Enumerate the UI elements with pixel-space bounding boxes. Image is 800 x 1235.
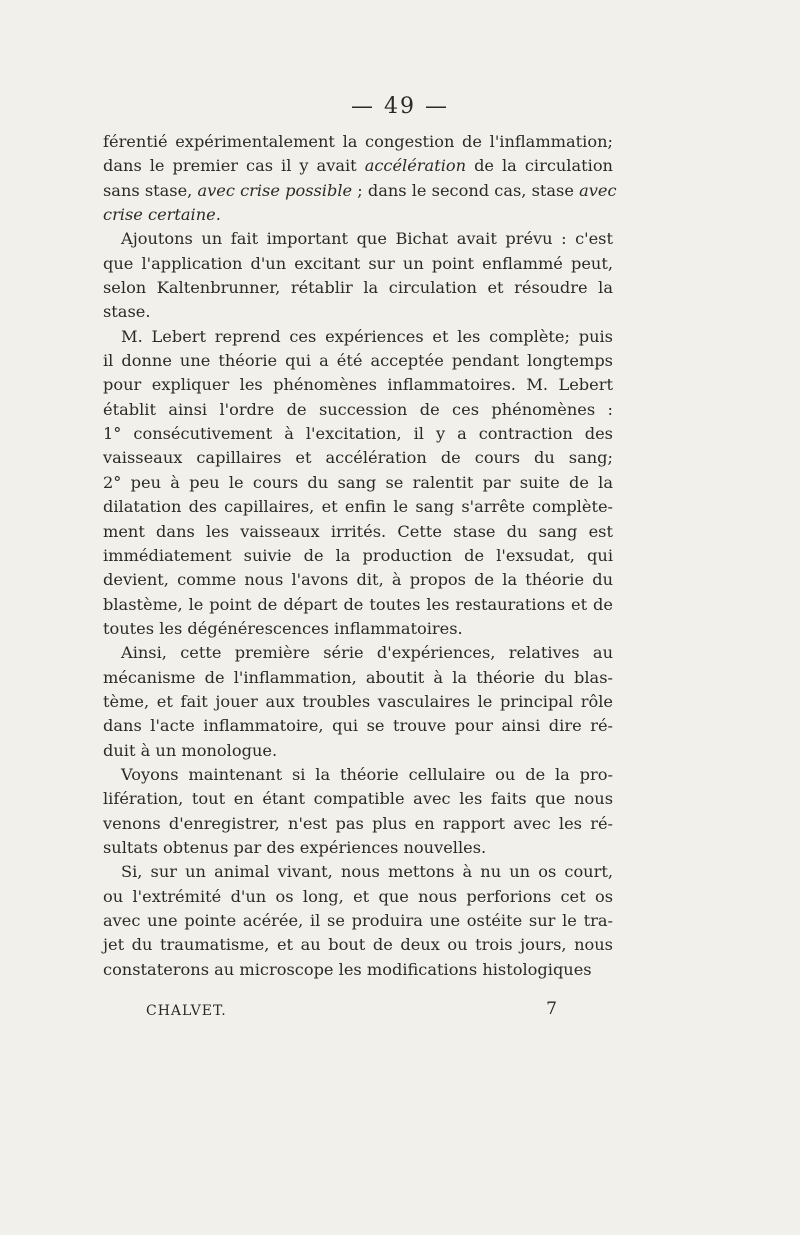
- text-run: 2° peu à peu le cours du sang se ralentit par suite de la: [103, 472, 613, 492]
- sheet-number: 7: [546, 999, 558, 1019]
- text-line: [103, 568, 613, 592]
- text-run: lifération, tout en étant compatible avec les faits que nous: [103, 789, 613, 809]
- text-run: avec une pointe acérée, il se produira une ostéite sur le tra-: [103, 911, 613, 930]
- text-run: jet du traumatisme, et au bout de deux ou trois jours, nous: [103, 935, 613, 955]
- text-line: [103, 252, 613, 276]
- text-line: [103, 617, 613, 641]
- text-run: selon Kaltenbrunner, rétablir la circulation et résoudre la: [103, 278, 613, 298]
- text-line: [103, 885, 613, 909]
- text-run: ou l'extrémité d'un os long, et que nous perforions cet os: [103, 886, 613, 906]
- text-run: vaisseaux capillaires et accélération de cours du sang;: [103, 448, 613, 468]
- text-line: [103, 446, 613, 470]
- text-line: [103, 909, 613, 933]
- italic-text: avec: [579, 180, 617, 200]
- text-line: [103, 812, 613, 836]
- text-run: ; dans le second cas, stase: [352, 180, 580, 200]
- text-line: [103, 933, 613, 957]
- text-line: [103, 690, 613, 714]
- text-run: férentié expérimentalement la congestion de l'inflammation;: [103, 132, 613, 151]
- text-run: Ainsi, cette première série d'expériences, relatives au: [121, 643, 613, 663]
- italic-text: crise certaine.: [103, 205, 221, 225]
- text-line: [103, 422, 613, 446]
- text-run: stase.: [103, 302, 151, 322]
- footer-signature: CHALVET.: [146, 1003, 227, 1019]
- text-run: dilatation des capillaires, et enfin le sang s'arrête complète-: [103, 497, 613, 517]
- text-run: de la circulation: [466, 156, 613, 176]
- text-run: duit à un monologue.: [103, 740, 278, 760]
- text-run: mécanisme de l'inflammation, aboutit à la théorie du blas-: [103, 667, 613, 687]
- text-run: Voyons maintenant si la théorie cellulaire ou de la pro-: [121, 764, 613, 784]
- text-run: sultats obtenus par des expériences nouvelles.: [103, 837, 487, 857]
- text-line: [103, 714, 613, 738]
- text-line: [103, 398, 613, 422]
- text-run: dans le premier cas il y avait: [103, 156, 365, 176]
- text-line: [103, 520, 613, 544]
- text-line: [103, 154, 613, 178]
- text-run: Ajoutons un fait important que Bichat avait prévu : c'est: [121, 229, 613, 249]
- text-run: établit ainsi l'ordre de succession de ces phénomènes :: [103, 399, 613, 419]
- text-line: [103, 179, 617, 203]
- text-line: [103, 544, 613, 568]
- text-run: pour expliquer les phénomènes inflammatoires. M. Lebert: [103, 375, 613, 395]
- text-line: [103, 763, 613, 787]
- text-line: [103, 276, 613, 300]
- text-run: il donne une théorie qui a été acceptée pendant longtemps: [103, 351, 613, 371]
- text-run: dans l'acte inflammatoire, qui se trouve pour ainsi dire ré-: [103, 716, 613, 736]
- text-run: ment dans les vaisseaux irrités. Cette stase du sang est: [103, 521, 613, 541]
- text-line: [103, 666, 613, 690]
- text-line: [103, 373, 613, 397]
- text-line: [103, 227, 613, 251]
- text-line: [103, 349, 613, 373]
- text-line: [103, 958, 613, 982]
- italic-text: avec crise possible: [197, 180, 353, 200]
- text-run: Si, sur un animal vivant, nous mettons à nu un os court,: [121, 862, 613, 882]
- body-text: [103, 130, 617, 982]
- page-number: — 49 —: [351, 94, 449, 119]
- text-line: [103, 836, 613, 860]
- text-run: M. Lebert reprend ces expériences et les complète; puis: [121, 326, 613, 346]
- italic-text: accélération: [364, 156, 467, 176]
- text-run: toutes les dégénérescences inflammatoires.: [103, 618, 463, 638]
- text-line: [103, 787, 613, 811]
- text-run: blastème, le point de départ de toutes les restaurations et de: [103, 594, 613, 614]
- text-line: [103, 739, 613, 763]
- text-run: sans stase,: [103, 180, 198, 200]
- text-run: immédiatement suivie de la production de l'exsudat, qui: [103, 545, 613, 565]
- text-line: [103, 860, 613, 884]
- text-line: [103, 300, 613, 324]
- text-line: [103, 641, 613, 665]
- text-line: [103, 325, 613, 349]
- text-run: que l'application d'un excitant sur un point enflammé peut,: [103, 253, 613, 273]
- text-run: venons d'enregistrer, n'est pas plus en rapport avec les ré-: [103, 813, 613, 833]
- text-run: constaterons au microscope les modifications histologiques: [103, 959, 592, 979]
- text-run: tème, et fait jouer aux troubles vasculaires le principal rôle: [103, 691, 613, 711]
- text-run: 1° consécutivement à l'excitation, il y a contraction des: [103, 424, 613, 444]
- text-run: devient, comme nous l'avons dit, à propos de la théorie du: [103, 570, 613, 590]
- text-line: [103, 593, 613, 617]
- text-line: [103, 471, 613, 495]
- text-line: [103, 130, 613, 154]
- text-line: [103, 495, 613, 519]
- text-line: [103, 203, 613, 227]
